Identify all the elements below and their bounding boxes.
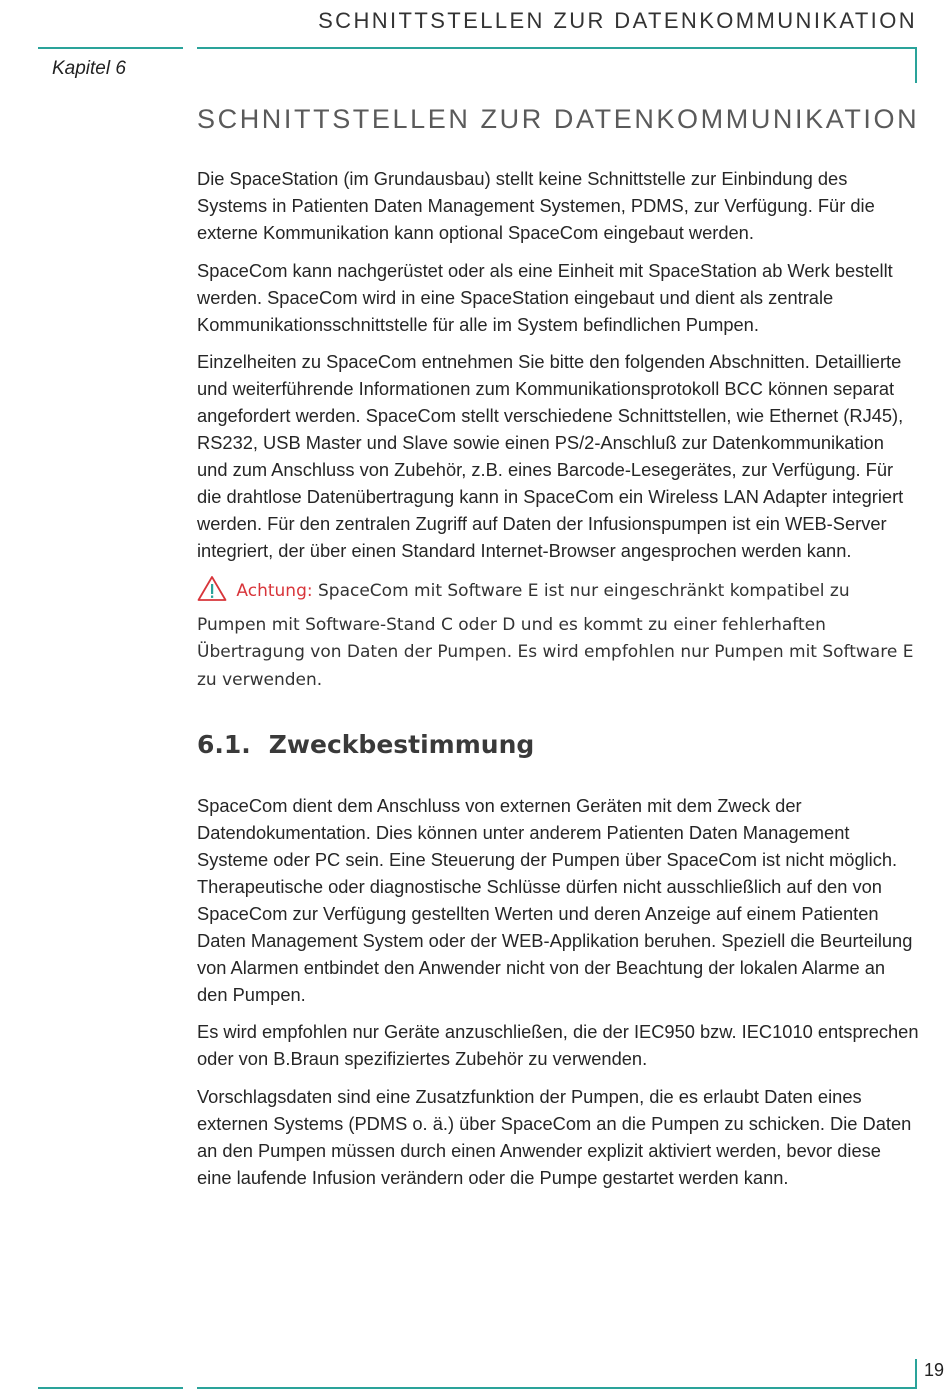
- bottom-rule-left: [38, 1387, 183, 1389]
- warning-notice: [197, 575, 919, 694]
- purpose-paragraph-2: Therapeutische oder diagnostische Schlüsse dürfen nicht ausschließlich auf den von SpaceCom zur Verfügung gestellten Werten und deren Anzeige auf einem Patienten Daten Management System oder der WEB-Applikation beruhen. Speziell die Beurteilung von Alarmen entbindet den Anwender nicht von der Beachtung der lokalen Alarme an den Pumpen.: [197, 876, 913, 1005]
- bottom-rule-tick: [915, 1359, 917, 1389]
- section-title: SCHNITTSTELLEN ZUR DATENKOMMUNIKATION: [197, 104, 920, 134]
- purpose-paragraph-1: SpaceCom dient dem Anschluss von externen Geräten mit dem Zweck der Datendokumentation. Dies können unter anderem Patienten Daten Management Systeme oder PC sein. Eine Steuerung der Pumpen über SpaceCom ist nicht möglich.: [197, 795, 898, 870]
- warning-triangle-icon: [197, 575, 227, 612]
- purpose-paragraph-3: Es wird empfohlen nur Geräte anzuschließen, die der IEC950 bzw. IEC1010 entsprechen oder von B.Braun spezifiziertes Zubehör zu verwenden.: [197, 1021, 919, 1069]
- page-number: 19: [923, 1360, 944, 1380]
- running-header-title: SCHNITTSTELLEN ZUR DATENKOMMUNIKATION: [318, 8, 917, 33]
- bottom-rule-right: [197, 1387, 917, 1389]
- subsection-heading: [197, 730, 534, 759]
- intro-paragraph-2: SpaceCom kann nachgerüstet oder als eine Einheit mit SpaceStation ab Werk bestellt werden. SpaceCom wird in eine SpaceStation eingebaut und dient als zentrale Kommunikationsschnittstelle für alle im System befindlichen Pumpen.: [197, 260, 893, 335]
- warning-label: Achtung:: [236, 581, 313, 601]
- intro-paragraph-3: Einzelheiten zu SpaceCom entnehmen Sie bitte den folgenden Abschnitten. Detaillierte und weiterführende Informationen zum Kommunikationsprotokoll BCC können separat angefordert werden. SpaceCom stellt verschiedene Schnittstellen, wie Ethernet (RJ45), RS232, USB Master und Slave sowie einen PS/2-Anschluß zur Datenkommunikation und zum Anschluss von Zubehör, z.B. eines Barcode-Lesegerätes, zur Verfügung. Für die drahtlose Datenübertragung kann in SpaceCom ein Wireless LAN Adapter integriert werden. Für den zentralen Zugriff auf Daten der Infusionspumpen ist ein WEB-Server integriert, der über einen Standard Internet-Browser angesprochen werden kann.: [197, 351, 904, 561]
- top-rule-tick: [915, 47, 917, 83]
- warning-text: SpaceCom mit Software E ist nur eingeschränkt kompatibel zu Pumpen mit Software-Stand C oder D und es kommt zu einer fehlerhaften Übertragung von Daten der Pumpen. Es wird empfohlen nur Pumpen mit Software E zu verwenden.: [197, 581, 914, 690]
- intro-paragraph-1: Die SpaceStation (im Grundausbau) stellt keine Schnittstelle zur Einbindung des Systems in Patienten Daten Management Systemen, PDMS, zur Verfügung. Für die externe Kommunikation kann optional SpaceCom eingebaut werden.: [197, 168, 875, 243]
- subsection-title: Zweckbestimmung: [268, 730, 535, 759]
- top-rule-right: [197, 47, 917, 49]
- chapter-label: Kapitel 6: [52, 58, 126, 79]
- subsection-number: 6.1.: [197, 730, 251, 759]
- top-rule-left: [38, 47, 183, 49]
- purpose-paragraph-4: Vorschlagsdaten sind eine Zusatzfunktion der Pumpen, die es erlaubt Daten eines externen Systems (PDMS o. ä.) über SpaceCom an die Pumpen zu schicken. Die Daten an den Pumpen müssen durch einen Anwender explizit aktiviert werden, bevor diese eine laufende Infusion verändern oder die Pumpe gestartet werden kann.: [197, 1086, 912, 1188]
